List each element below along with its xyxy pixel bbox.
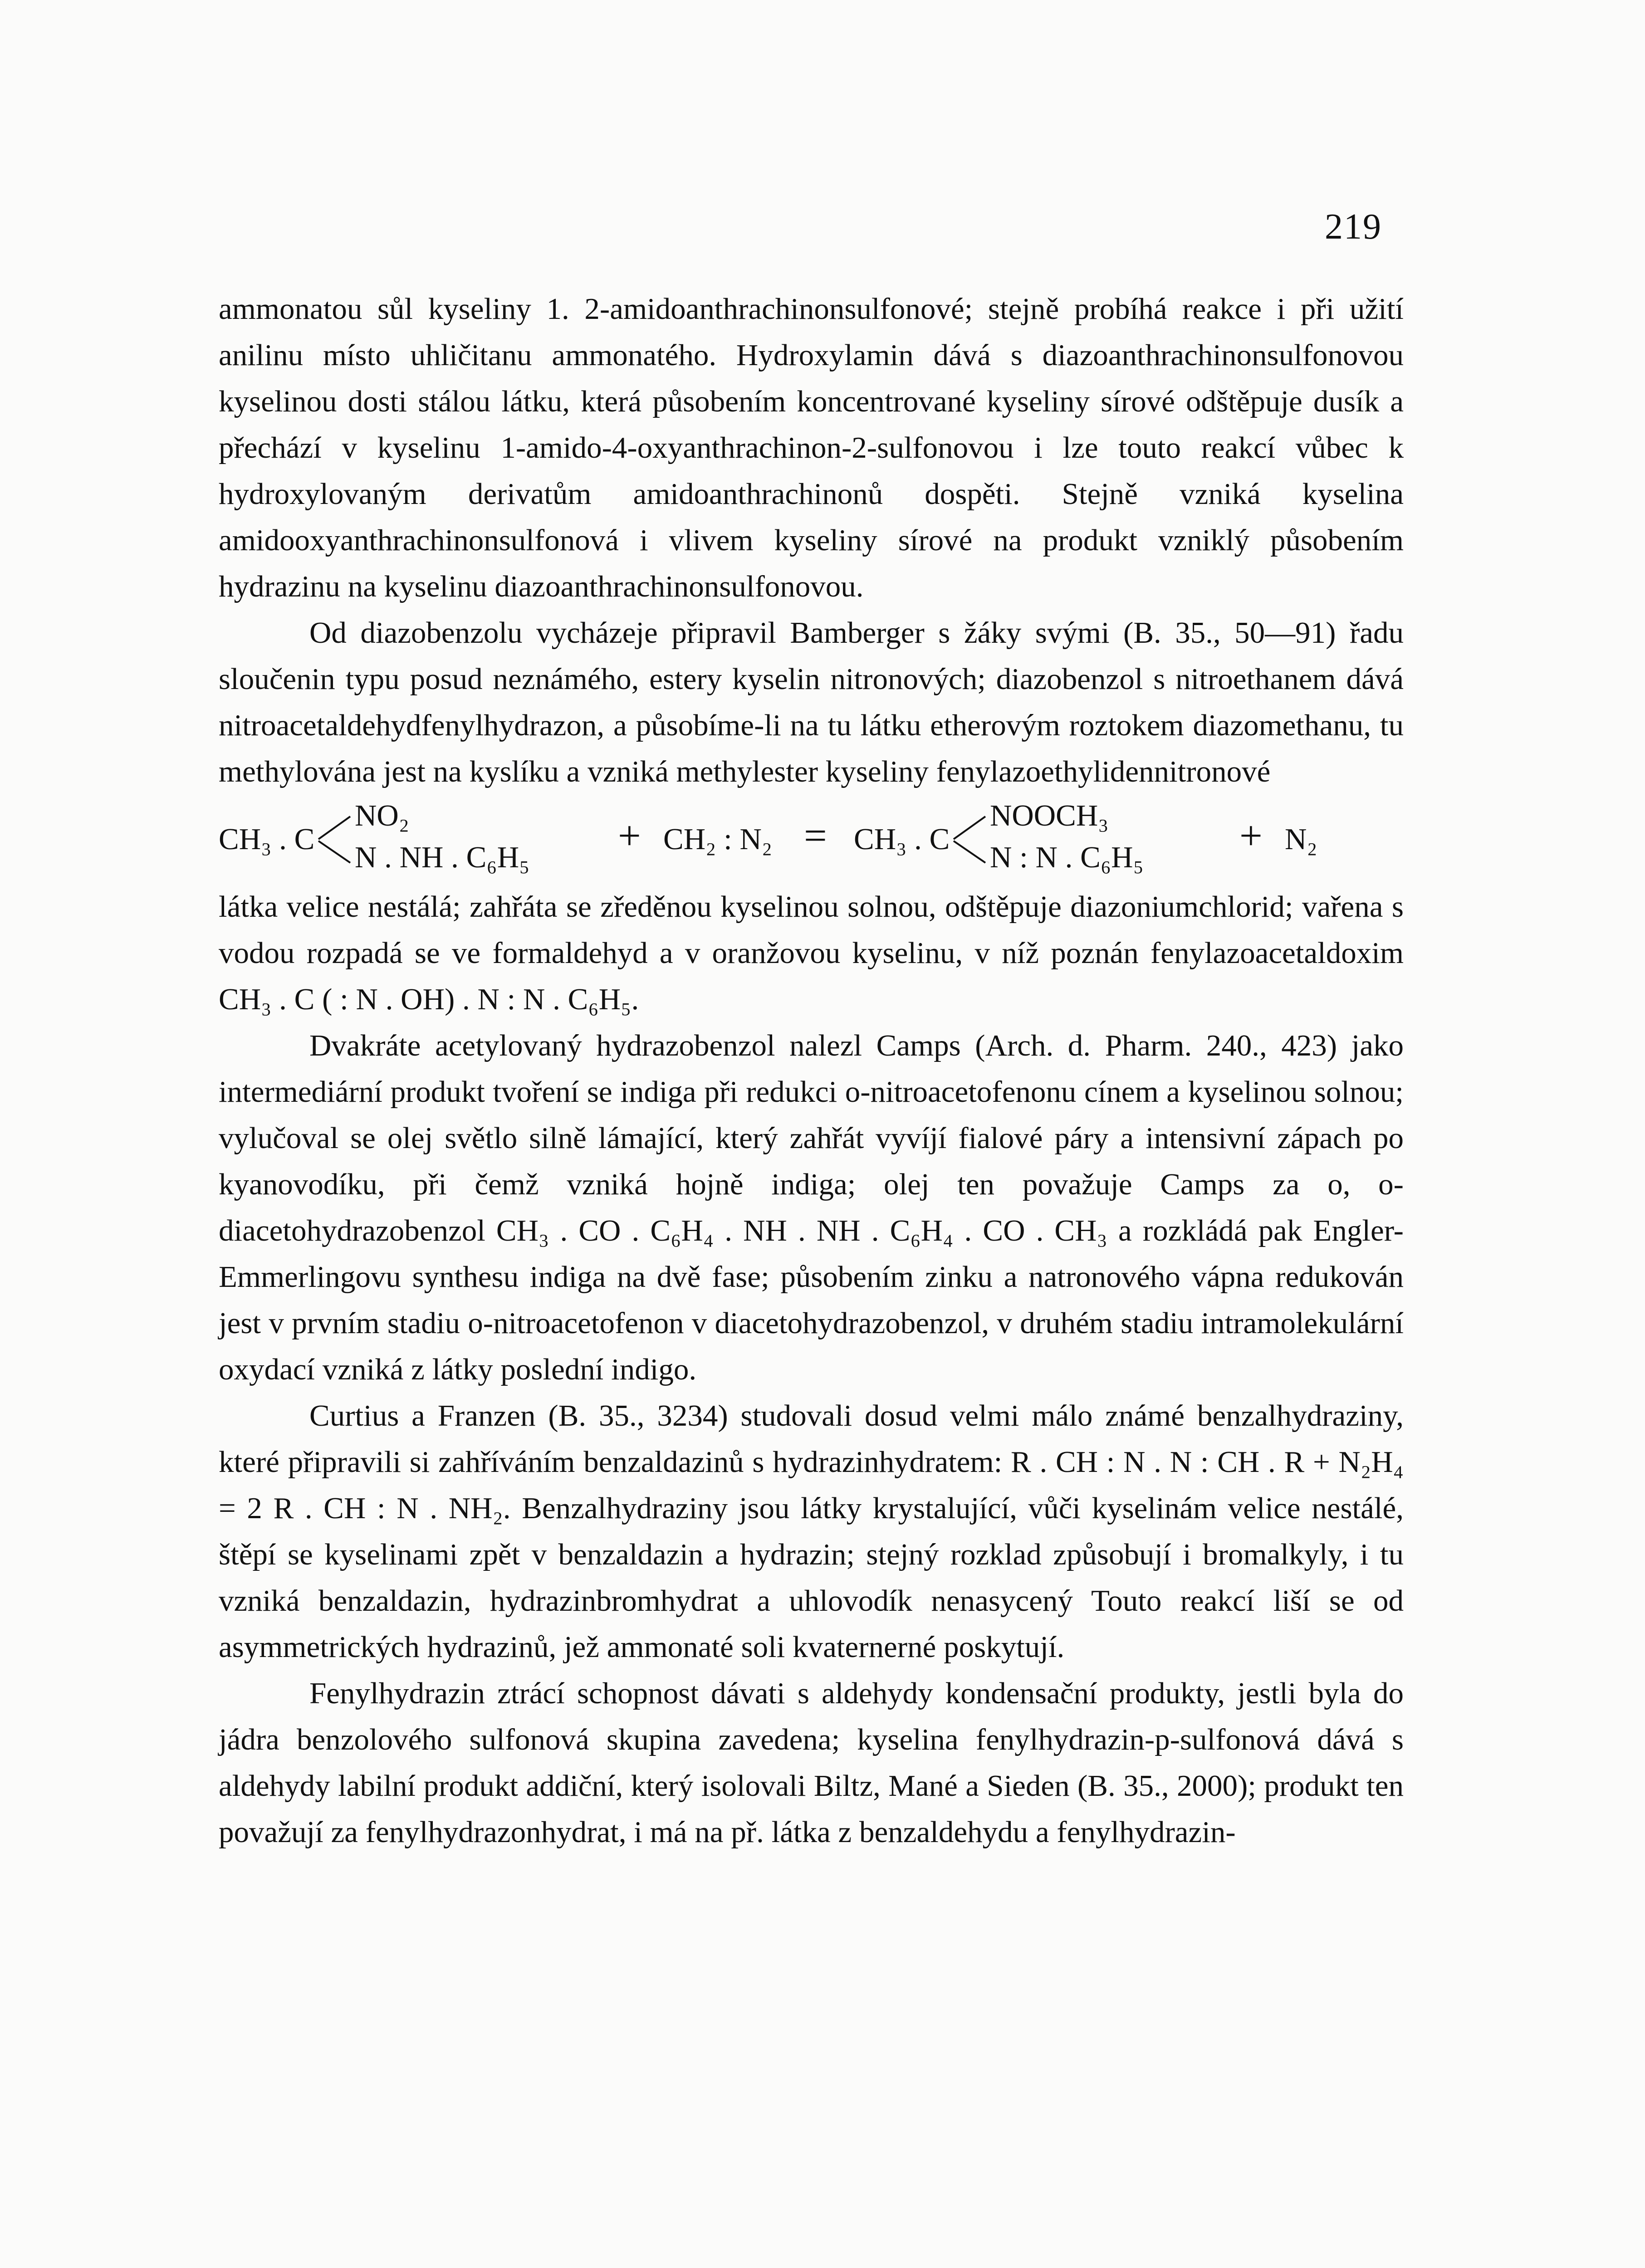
bond-line xyxy=(954,816,985,839)
formula-left-group: CH₃ . C xyxy=(219,822,315,856)
formula-byproduct: N₂ xyxy=(1285,822,1317,856)
formula-right-group: CH₃ . C xyxy=(854,822,950,856)
paragraph: Dvakráte acetylovaný hydrazobenzol nalezl Camps (Arch. d. Pharm. 240., 423) jako intermediární produkt tvoření se indiga při redukci o-nitroacetofenonu cínem a kyselinou solnou; vylučoval se olej světlo silně lámající, který zahřát vyvíjí fialové páry a intensivní zápach po kyanovodíku, při čemž vzniká hojně indiga; olej ten považuje Camps za o, o-diacetohydrazobenzol CH₃ . CO . C₆H₄ . NH . NH . C₆H₄ . CO . CH₃ a rozkládá pak Engler-Emmerlingovu synthesu indiga na dvě fase; působením zinku a natronového vápna redukován jest v prvním stadiu o-nitroacetofenon v diacetohydrazobenzol, v druhém stadiu intramolekulární oxydací vzniká z látky poslední indigo. xyxy=(219,1029,1404,1386)
formula-plus: + xyxy=(618,813,641,858)
bond-line xyxy=(318,841,350,863)
formula-reagent: CH₂ : N₂ xyxy=(663,822,773,856)
formula-left-lower: N . NH . C₆H₅ xyxy=(355,841,530,874)
paragraph: Curtius a Franzen (B. 35., 3234) studovali dosud velmi málo známé benzalhydraziny, které připravili si zahříváním benzaldazinů s hydrazinhydratem: R . CH : N . N : CH . R + N₂H₄ = 2 R . CH : N . NH₂. Benzalhydraziny jsou látky krystalující, vůči kyselinám velice nestálé, štěpí se kyselinami zpět v benzaldazin a hydrazin; stejný rozklad způsobují i bromalkyly, i tu vzniká benzaldazin, hydrazinbromhydrat a uhlovodík nenasycený Touto reakcí liší se od asymmetrických hydrazinů, jež ammonaté soli kvaternerné poskytují. xyxy=(219,1399,1404,1664)
bond-line xyxy=(954,841,985,863)
paragraph: Od diazobenzolu vycházeje připravil Bamberger s žáky svými (B. 35., 50—91) řadu sloučenin typu posud neznámého, estery kyselin nitronových; diazobenzol s nitroethanem dává nitroacetaldehydfenylhydrazon, a působíme-li na tu látku etherovým roztokem diazomethanu, tu methylována jest na kyslíku a vzniká methylester kyseliny fenylazoethylidennitronové xyxy=(219,616,1404,788)
body-text xyxy=(219,286,1404,1855)
page-number: 219 xyxy=(1325,207,1382,247)
formula-right-upper: NOOCH₃ xyxy=(990,799,1109,832)
bond-line xyxy=(318,816,350,839)
paragraph: ammonatou sůl kyseliny 1. 2-amidoanthrachinonsulfonové; stejně probíhá reakce i při užití anilinu místo uhličitanu ammonatého. Hydroxylamin dává s diazoanthrachinonsulfonovou kyselinou dosti stálou látku, která působením koncentrované kyseliny sírové odštěpuje dusík a přechází v kyselinu 1-amido-4-oxyanthrachinon-2-sulfonovou i lze touto reakcí vůbec k hydroxylovaným derivatům amidoanthrachinonů dospěti. Stejně vzniká kyselina amidooxyanthrachinonsulfonová i vlivem kyseliny sírové na produkt vzniklý působením hydrazinu na kyselinu diazoanthrachinonsulfonovou. xyxy=(219,292,1404,603)
paragraph: látka velice nestálá; zahřáta se zředěnou kyselinou solnou, odštěpuje diazoniumchlorid; vařena s vodou rozpadá se ve formaldehyd a v oranžovou kyselinu, v níž poznán fenylazoacetaldoxim CH₃ . C ( : N . OH) . N : N . C₆H₅. xyxy=(219,890,1404,1016)
formula-plus: + xyxy=(1239,813,1263,858)
formula-right-lower: N : N . C₆H₅ xyxy=(990,841,1144,874)
formula-equals: = xyxy=(804,813,827,858)
formula-left-upper: NO₂ xyxy=(355,799,410,832)
chemical-equation xyxy=(219,795,1404,884)
paragraph: Fenylhydrazin ztrácí schopnost dávati s aldehydy kondensační produkty, jestli byla do jádra benzolového sulfonová skupina zavedena; kyselina fenylhydrazin-p-sulfonová dává s aldehydy labilní produkt addiční, který isolovali Biltz, Mané a Sieden (B. 35., 2000); produkt ten považují za fenylhydrazonhydrat, i má na př. látka z benzaldehydu a fenylhydrazin- xyxy=(219,1677,1404,1849)
